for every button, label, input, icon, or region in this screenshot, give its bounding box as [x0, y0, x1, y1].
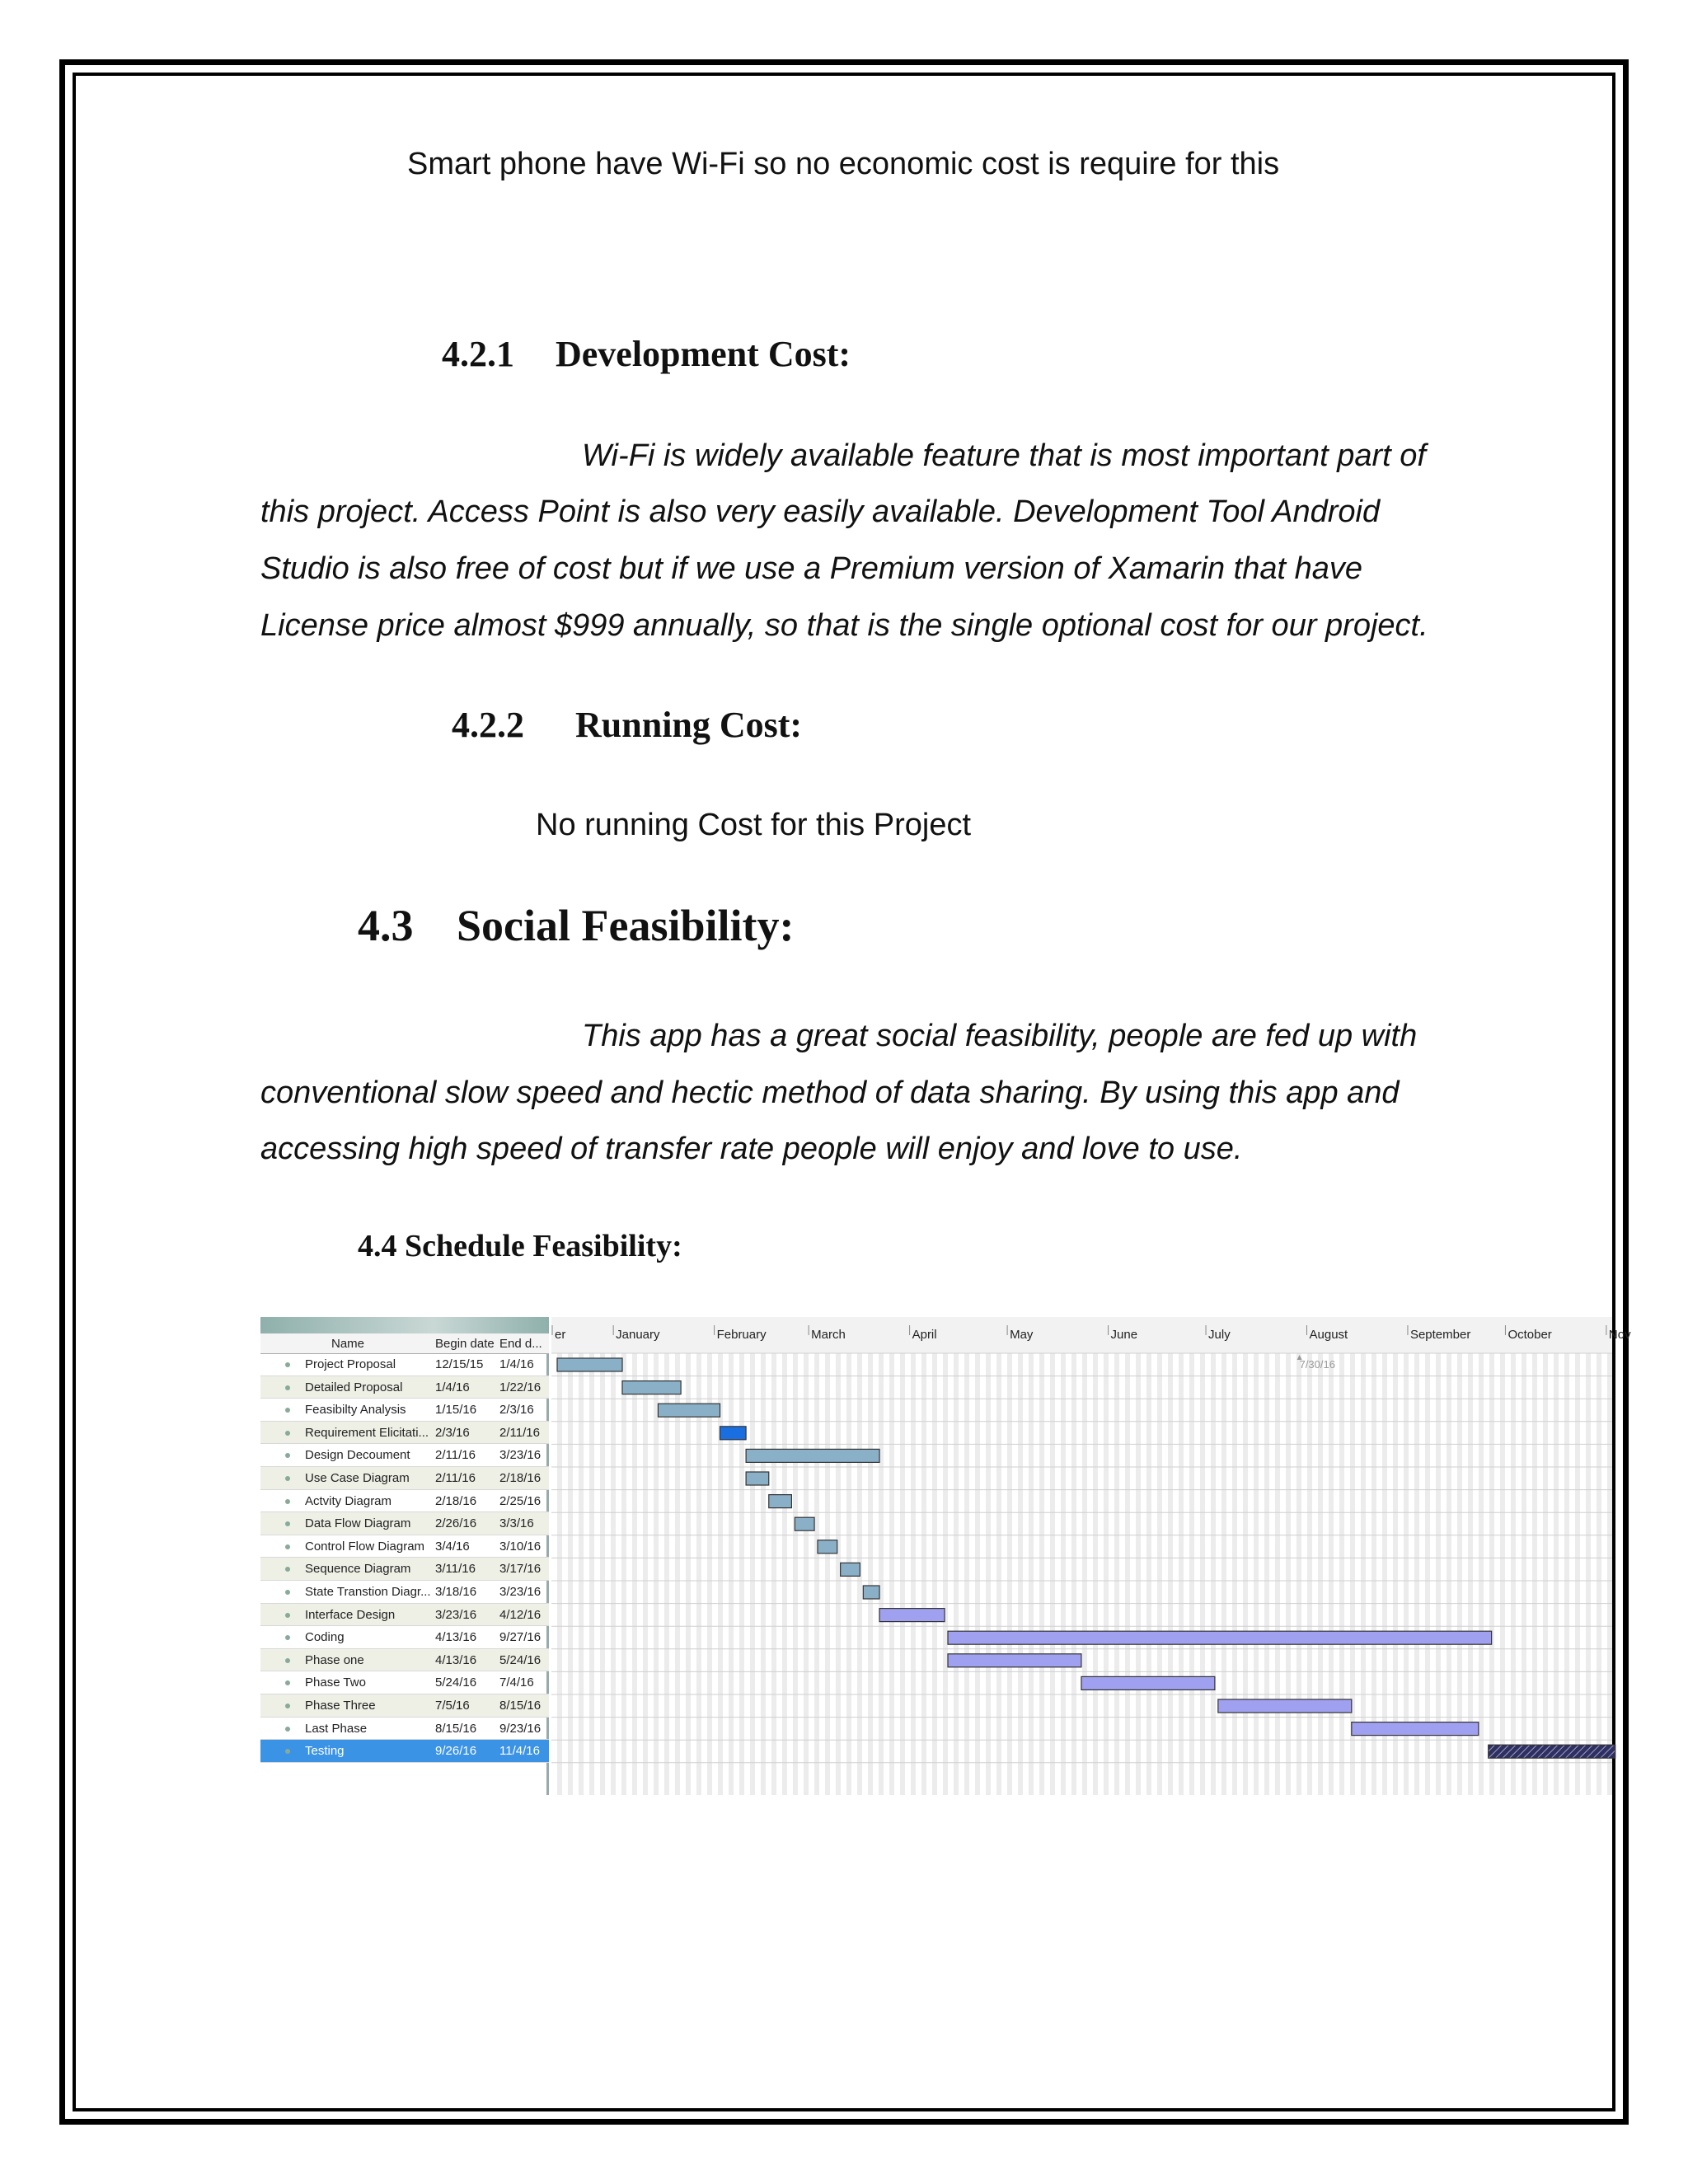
- task-bar: [1218, 1699, 1352, 1713]
- heading-4-2-2-title: Running Cost:: [575, 705, 803, 745]
- task-bar: [1081, 1676, 1215, 1690]
- task-name: Project Proposal: [305, 1357, 396, 1371]
- task-end: 3/3/16: [499, 1516, 534, 1531]
- gantt-task-row[interactable]: [260, 1490, 549, 1513]
- task-begin: 7/5/16: [435, 1699, 470, 1713]
- task-bullet-icon: [285, 1590, 290, 1595]
- gantt-task-row[interactable]: [260, 1671, 549, 1694]
- column-header-begin[interactable]: Begin date: [435, 1337, 495, 1351]
- task-end: 3/23/16: [499, 1585, 542, 1599]
- month-label: February: [716, 1328, 767, 1342]
- heading-4-2-2-number: 4.2.2: [452, 705, 524, 745]
- gantt-chart: [260, 1317, 1631, 1795]
- task-begin: 3/11/16: [435, 1562, 476, 1577]
- month-label: August: [1309, 1328, 1348, 1342]
- gantt-task-row[interactable]: [260, 1512, 549, 1535]
- task-bar: [622, 1381, 681, 1394]
- social-line-2: conventional slow speed and hectic method of data sharing. By using this app and: [260, 1076, 1400, 1110]
- task-name: Use Case Diagram: [305, 1471, 410, 1485]
- task-bar: [1489, 1745, 1615, 1758]
- month-label: September: [1409, 1328, 1471, 1342]
- task-bar: [720, 1427, 747, 1440]
- task-bar: [746, 1449, 879, 1462]
- dev-cost-line-1: Wi-Fi is widely available feature that is most important part of: [582, 438, 1426, 473]
- task-end: 11/4/16: [499, 1744, 540, 1759]
- heading-4-2-1-number: 4.2.1: [442, 334, 514, 374]
- task-begin: 2/26/16: [435, 1516, 477, 1531]
- month-label: June: [1110, 1328, 1138, 1342]
- column-header-name[interactable]: Name: [331, 1337, 365, 1351]
- task-end: 9/23/16: [499, 1721, 542, 1736]
- task-end: 1/22/16: [499, 1380, 542, 1394]
- task-end: 1/4/16: [499, 1357, 534, 1371]
- gantt-task-row[interactable]: [260, 1535, 549, 1558]
- gantt-table-header: [260, 1333, 549, 1354]
- task-bullet-icon: [285, 1476, 290, 1481]
- task-name: Interface Design: [305, 1607, 396, 1622]
- task-bullet-icon: [285, 1408, 290, 1413]
- task-name: Phase one: [305, 1652, 364, 1667]
- dev-cost-line-2: this project. Access Point is also very easily available. Development Tool Android: [260, 494, 1381, 529]
- task-begin: 9/26/16: [435, 1744, 477, 1759]
- task-bullet-icon: [285, 1499, 290, 1504]
- task-bar: [818, 1540, 837, 1554]
- month-label: May: [1010, 1328, 1034, 1342]
- month-label: July: [1208, 1328, 1231, 1342]
- task-bullet-icon: [285, 1544, 290, 1549]
- task-bullet-icon: [285, 1385, 290, 1390]
- column-header-end[interactable]: End d...: [499, 1337, 542, 1351]
- task-begin: 8/15/16: [435, 1721, 477, 1736]
- gantt-task-row[interactable]: [260, 1558, 549, 1581]
- heading-4-2-1-title: Development Cost:: [556, 334, 851, 374]
- task-end: 2/3/16: [499, 1403, 534, 1418]
- gantt-timeline: [551, 1317, 1631, 1795]
- task-name: Phase Three: [305, 1699, 376, 1713]
- task-bar: [841, 1563, 860, 1576]
- task-bar: [948, 1631, 1492, 1644]
- task-begin: 2/3/16: [435, 1425, 470, 1440]
- heading-4-3-number: 4.3: [358, 901, 414, 950]
- heading-4-4: 4.4 Schedule Feasibility:: [358, 1229, 682, 1263]
- task-begin: 3/4/16: [435, 1539, 470, 1554]
- task-bullet-icon: [285, 1521, 290, 1526]
- social-line-3: accessing high speed of transfer rate people will enjoy and love to use.: [260, 1132, 1243, 1166]
- task-name: Data Flow Diagram: [305, 1516, 411, 1531]
- gantt-task-row[interactable]: [260, 1467, 549, 1490]
- gantt-task-row[interactable]: [260, 1649, 549, 1672]
- task-end: 5/24/16: [499, 1652, 542, 1667]
- task-bar: [658, 1404, 720, 1417]
- task-begin: 12/15/15: [435, 1357, 484, 1371]
- task-begin: 4/13/16: [435, 1630, 477, 1645]
- task-end: 8/15/16: [499, 1699, 542, 1713]
- month-label: October: [1507, 1328, 1552, 1342]
- gantt-task-row[interactable]: [260, 1376, 549, 1399]
- task-end: 7/4/16: [499, 1675, 534, 1690]
- task-bullet-icon: [285, 1704, 290, 1708]
- task-name: Actvity Diagram: [305, 1493, 392, 1508]
- task-bullet-icon: [285, 1453, 290, 1458]
- task-bullet-icon: [285, 1613, 290, 1618]
- task-begin: 5/24/16: [435, 1675, 477, 1690]
- task-bar: [863, 1586, 879, 1599]
- task-bullet-icon: [285, 1431, 290, 1436]
- task-name: State Transtion Diagr...: [305, 1585, 431, 1599]
- task-begin: 2/18/16: [435, 1493, 477, 1508]
- gantt-task-row[interactable]: [260, 1353, 549, 1376]
- task-end: 4/12/16: [499, 1607, 542, 1622]
- running-cost-text: No running Cost for this Project: [536, 808, 972, 842]
- task-bullet-icon: [285, 1362, 290, 1367]
- gantt-logo-banner: [260, 1317, 549, 1333]
- month-label: January: [616, 1328, 660, 1342]
- task-begin: 2/11/16: [435, 1471, 476, 1485]
- task-end: 2/18/16: [499, 1471, 542, 1485]
- task-name: Detailed Proposal: [305, 1380, 403, 1394]
- task-end: 9/27/16: [499, 1630, 542, 1645]
- today-marker-label: 7/30/16: [1299, 1358, 1335, 1371]
- task-begin: 1/15/16: [435, 1403, 477, 1418]
- task-bullet-icon: [285, 1680, 290, 1685]
- task-begin: 1/4/16: [435, 1380, 470, 1394]
- task-name: Design Decoument: [305, 1448, 410, 1463]
- month-label: er: [555, 1328, 566, 1342]
- task-name: Feasibilty Analysis: [305, 1403, 406, 1418]
- month-label: March: [811, 1328, 846, 1342]
- social-line-1: This app has a great social feasibility, people are fed up with: [582, 1019, 1418, 1053]
- task-end: 3/10/16: [499, 1539, 542, 1554]
- gantt-task-row[interactable]: [260, 1444, 549, 1467]
- gantt-task-row[interactable]: [260, 1399, 549, 1422]
- task-bar: [1352, 1722, 1479, 1736]
- task-name: Phase Two: [305, 1675, 366, 1690]
- task-name: Last Phase: [305, 1721, 368, 1736]
- task-begin: 2/11/16: [435, 1448, 476, 1463]
- gantt-task-row[interactable]: [260, 1604, 549, 1627]
- task-begin: 4/13/16: [435, 1652, 477, 1667]
- task-bullet-icon: [285, 1635, 290, 1640]
- task-name: Control Flow Diagram: [305, 1539, 425, 1554]
- dev-cost-line-4: License price almost $999 annually, so that is the single optional cost for our project.: [260, 608, 1428, 643]
- gantt-task-row[interactable]: [260, 1626, 549, 1649]
- task-begin: 3/18/16: [435, 1585, 477, 1599]
- gantt-task-row[interactable]: [260, 1581, 549, 1604]
- month-label: April: [912, 1328, 937, 1342]
- task-bar: [746, 1472, 769, 1485]
- intro-line: Smart phone have Wi-Fi so no economic cost is require for this: [407, 147, 1280, 181]
- task-name: Sequence Diagram: [305, 1562, 411, 1577]
- gantt-task-row[interactable]: [260, 1422, 549, 1445]
- task-bar: [795, 1517, 814, 1530]
- task-name: Coding: [305, 1630, 345, 1645]
- task-bar: [879, 1609, 945, 1622]
- task-name: Requirement Elicitati...: [305, 1425, 429, 1440]
- gantt-task-table: [260, 1317, 549, 1795]
- task-bar: [557, 1358, 622, 1371]
- heading-4-3-title: Social Feasibility:: [457, 901, 795, 950]
- task-end: 3/23/16: [499, 1448, 542, 1463]
- task-bar: [948, 1654, 1081, 1667]
- task-name: Testing: [305, 1744, 345, 1759]
- task-bar: [769, 1495, 792, 1508]
- gantt-task-row[interactable]: [260, 1694, 549, 1718]
- dev-cost-line-3: Studio is also free of cost but if we use a Premium version of Xamarin that have: [260, 551, 1362, 586]
- task-bullet-icon: [285, 1567, 290, 1572]
- task-end: 2/11/16: [499, 1425, 540, 1440]
- task-begin: 3/23/16: [435, 1607, 477, 1622]
- month-label: Nov: [1608, 1328, 1631, 1342]
- task-end: 2/25/16: [499, 1493, 542, 1508]
- task-bullet-icon: [285, 1749, 290, 1754]
- gantt-task-row[interactable]: [260, 1718, 549, 1741]
- task-end: 3/17/16: [499, 1562, 542, 1577]
- task-bullet-icon: [285, 1727, 290, 1732]
- gantt-task-row[interactable]: [260, 1740, 549, 1763]
- task-bullet-icon: [285, 1658, 290, 1663]
